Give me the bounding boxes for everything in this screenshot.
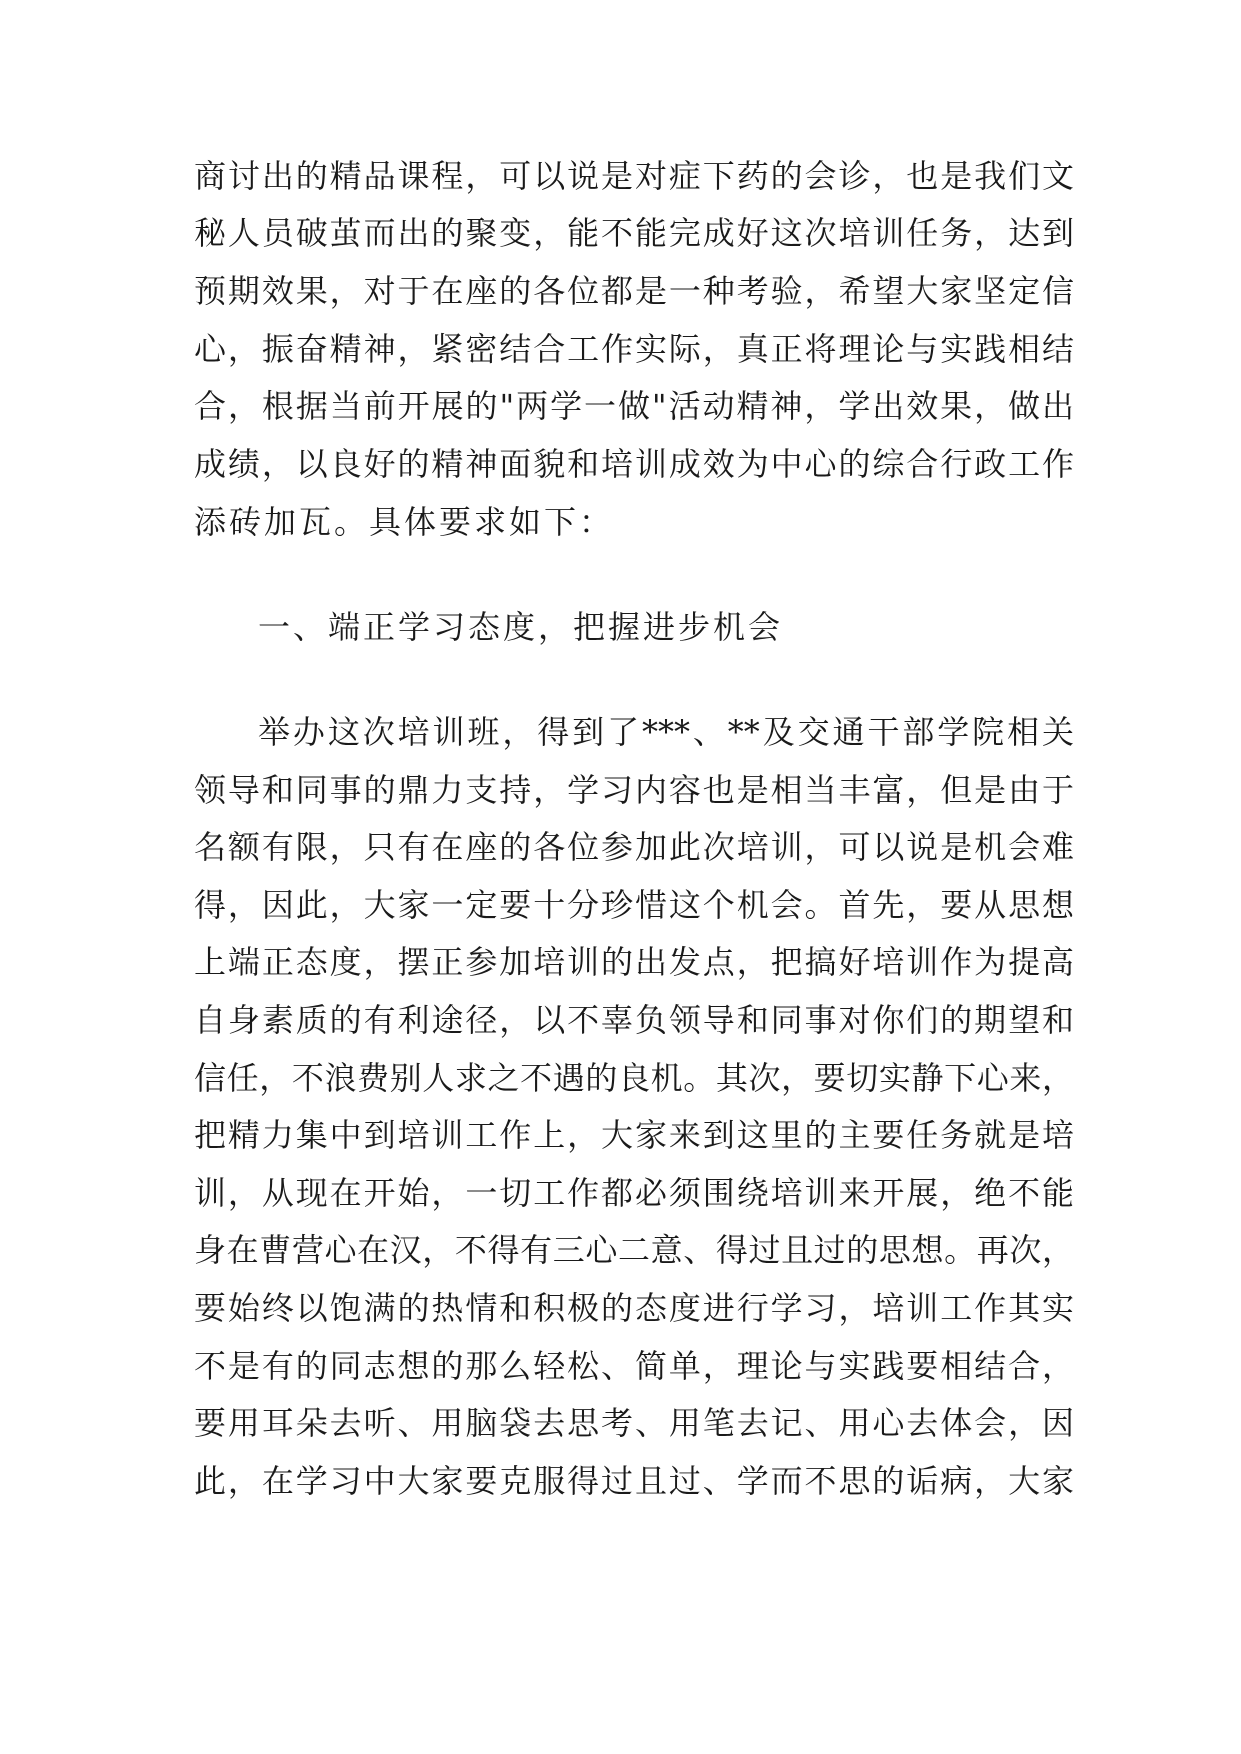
paragraph-line: 不是有的同志想的那么轻松、简单，理论与实践要相结合， <box>194 1347 1074 1385</box>
section-heading: 一、端正学习态度，把握进步机会 <box>258 608 784 646</box>
paragraph-line: 得，因此，大家一定要十分珍惜这个机会。首先，要从思想 <box>194 886 1074 924</box>
paragraph-line: 要用耳朵去听、用脑袋去思考、用笔去记、用心去体会，因 <box>194 1404 1074 1442</box>
paragraph-line: 自身素质的有利途径，以不辜负领导和同事对你们的期望和 <box>194 1001 1074 1039</box>
paragraph-line: 合，根据当前开展的"两学一做"活动精神，学出效果，做出 <box>194 387 1074 425</box>
paragraph-line: 领导和同事的鼎力支持，学习内容也是相当丰富，但是由于 <box>194 771 1074 809</box>
paragraph-line: 商讨出的精品课程，可以说是对症下药的会诊，也是我们文 <box>194 157 1074 195</box>
paragraph-line: 信任，不浪费别人求之不遇的良机。其次，要切实静下心来， <box>194 1059 1074 1097</box>
paragraph-line: 成绩，以良好的精神面貌和培训成效为中心的综合行政工作 <box>194 445 1074 483</box>
paragraph-line: 添砖加瓦。具体要求如下： <box>194 503 615 541</box>
paragraph-line: 要始终以饱满的热情和积极的态度进行学习，培训工作其实 <box>194 1289 1074 1327</box>
paragraph-line: 举办这次培训班，得到了***、**及交通干部学院相关 <box>258 713 1074 751</box>
paragraph-line: 把精力集中到培训工作上，大家来到这里的主要任务就是培 <box>194 1116 1074 1154</box>
paragraph-line: 训，从现在开始，一切工作都必须围绕培训来开展，绝不能 <box>194 1174 1074 1212</box>
paragraph-line: 上端正态度，摆正参加培训的出发点，把搞好培训作为提高 <box>194 943 1074 981</box>
paragraph-line: 心，振奋精神，紧密结合工作实际，真正将理论与实践相结 <box>194 330 1074 368</box>
paragraph-line: 预期效果，对于在座的各位都是一种考验，希望大家坚定信 <box>194 272 1074 310</box>
paragraph-line: 身在曹营心在汉，不得有三心二意、得过且过的思想。再次， <box>194 1231 1074 1269</box>
paragraph-line: 名额有限，只有在座的各位参加此次培训，可以说是机会难 <box>194 828 1074 866</box>
paragraph-line: 秘人员破茧而出的聚变，能不能完成好这次培训任务，达到 <box>194 214 1074 252</box>
paragraph-line: 此，在学习中大家要克服得过且过、学而不思的诟病，大家 <box>194 1462 1074 1500</box>
